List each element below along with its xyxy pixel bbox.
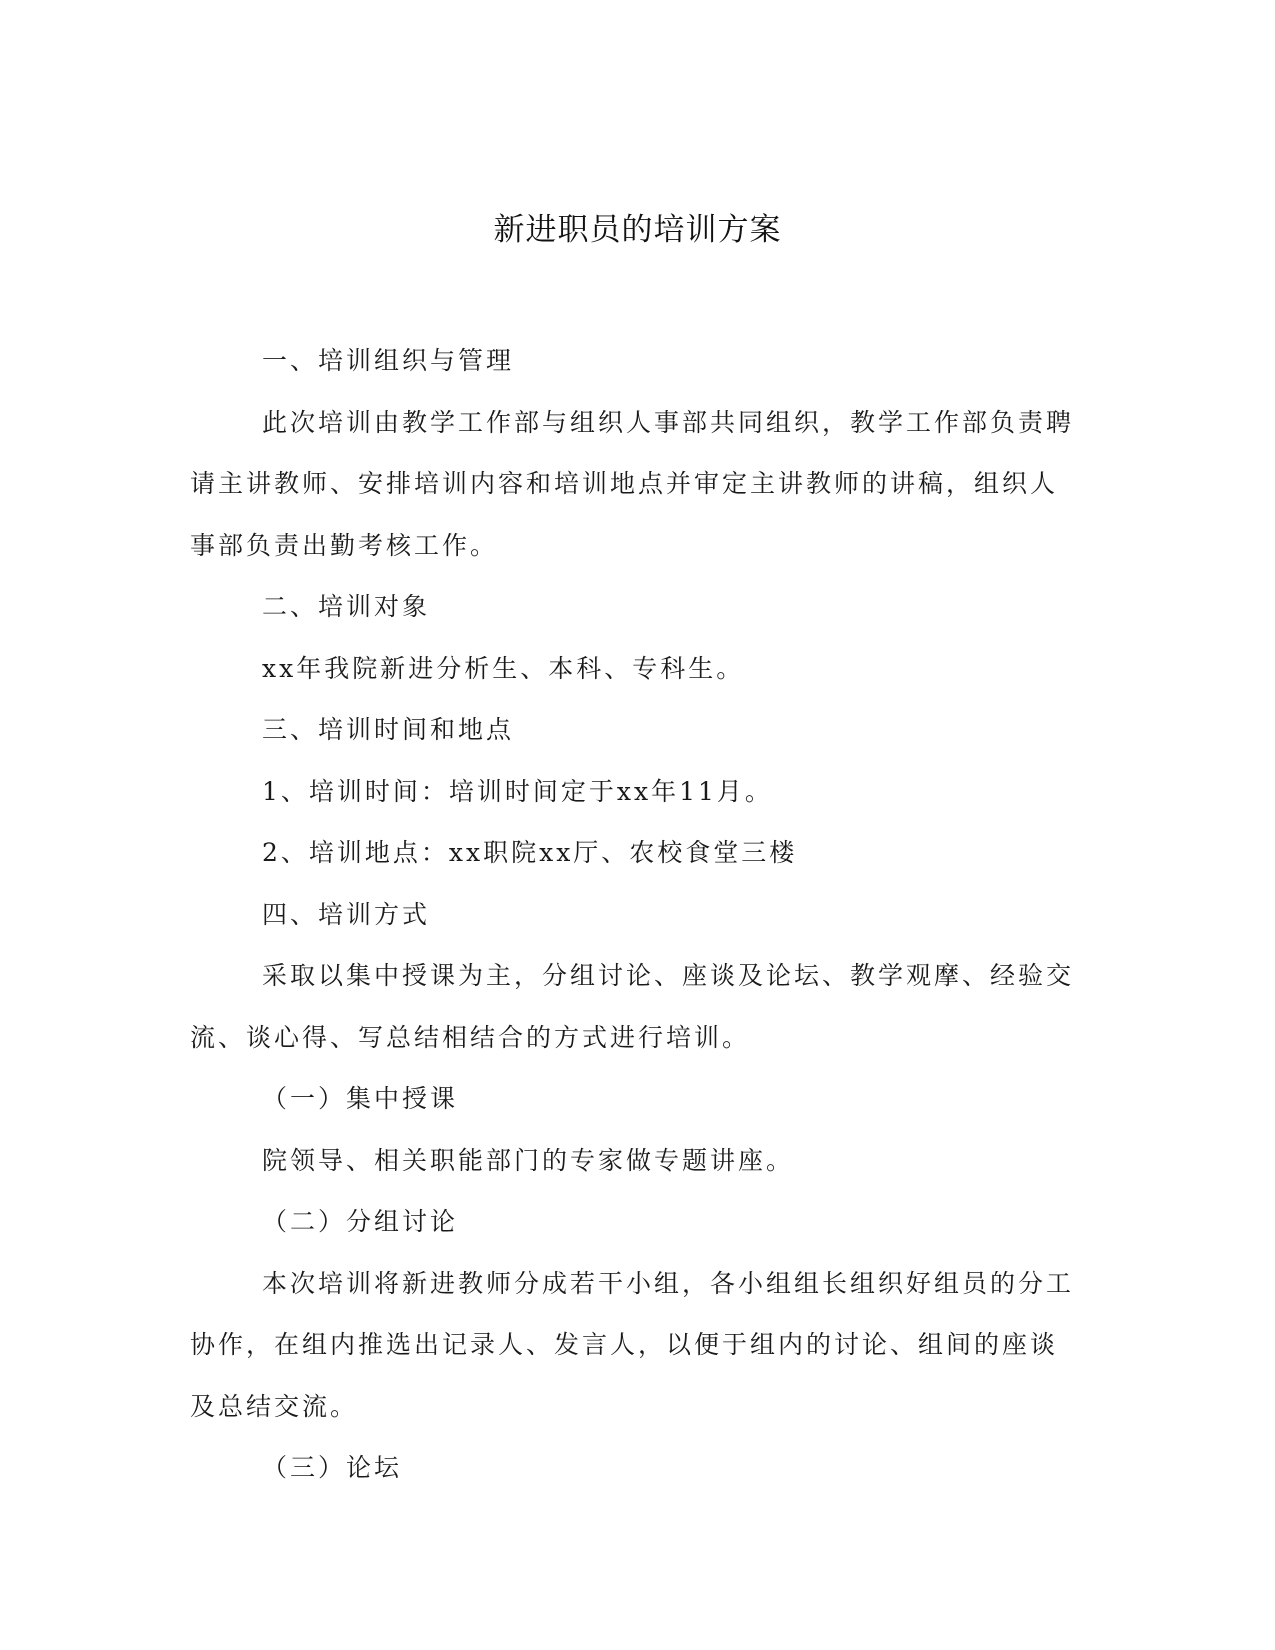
section-heading-2: 二、培训对象 [262,592,431,621]
paragraph-group-discussion: 本次培训将新进教师分成若干小组，各小组组长组织好组员的分工协作，在组内推选出记录人、发言人，以便于组内的讨论、组间的座谈及总结交流。 [190,1268,1075,1421]
paragraph-lecture: 院领导、相关职能部门的专家做专题讲座。 [262,1145,795,1175]
section-heading-4: 四、培训方式 [262,899,431,929]
section-heading-1: 一、培训组织与管理 [262,346,515,375]
document-title: 新进职员的培训方案 [493,212,782,248]
subsection-heading-1: （一）集中授课 [262,1084,459,1113]
subsection-heading-3: （三）论坛 [262,1453,403,1482]
document-body [190,330,1085,1499]
paragraph-method: 采取以集中授课为主，分组讨论、座谈及论坛、教学观摩、经验交流、谈心得、写总结相结合的方式进行培训。 [190,961,1075,1052]
section-heading-3: 三、培训时间和地点 [262,715,515,744]
subsection-heading-2: （二）分组讨论 [262,1207,459,1236]
paragraph-target: xx年我院新进分析生、本科、专科生。 [262,653,745,683]
paragraph-location: 2、培训地点：xx职院xx厅、农校食堂三楼 [262,838,798,867]
paragraph-time: 1、培训时间：培训时间定于xx年11月。 [262,776,773,806]
paragraph-organization: 此次培训由教学工作部与组织人事部共同组织，教学工作部负责聘请主讲教师、安排培训内容和培训地点并审定主讲教师的讲稿，组织人事部负责出勤考核工作。 [190,407,1075,560]
